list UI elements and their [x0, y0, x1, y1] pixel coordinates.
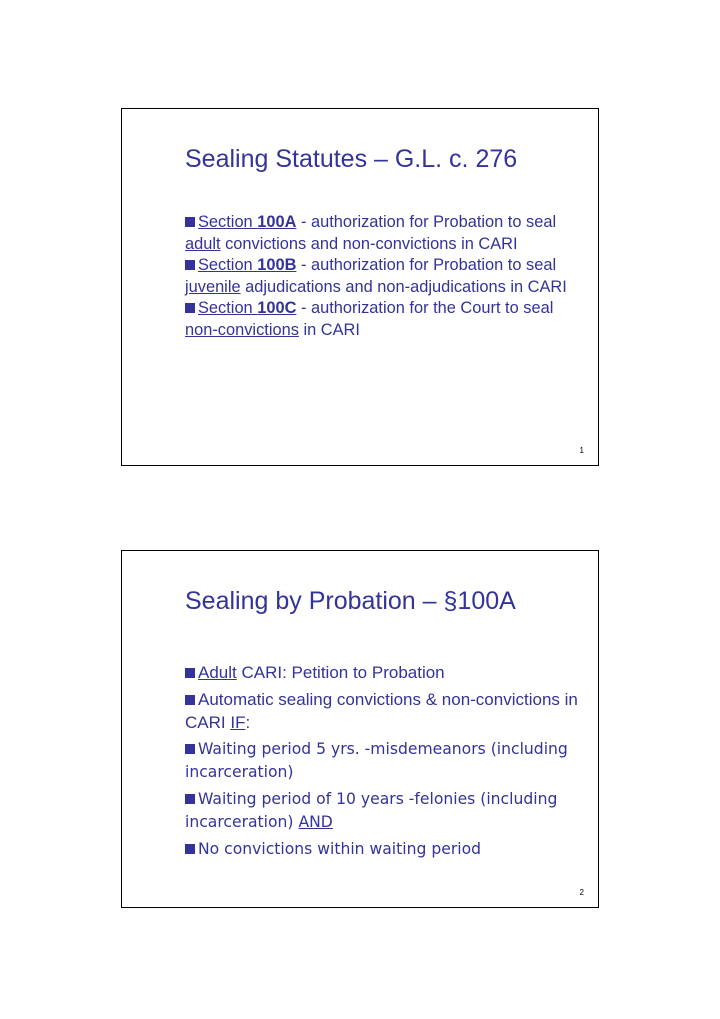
list-item: [185, 838, 590, 861]
section-ref: [198, 256, 296, 274]
square-bullet-icon: [185, 303, 195, 313]
list-item: [185, 212, 590, 255]
slide-title: Sealing Statutes – G.L. c. 276: [185, 145, 518, 173]
section-ref: [198, 213, 296, 231]
bullet-list: [185, 661, 590, 865]
square-bullet-icon: [185, 794, 195, 804]
square-bullet-icon: [185, 844, 195, 854]
emphasis-word: IF: [230, 713, 246, 732]
emphasis-word: AND: [298, 813, 333, 831]
section-code: 100C: [257, 299, 297, 317]
bullet-text: Automatic sealing convictions & non-convictions in CARI: [185, 690, 578, 732]
square-bullet-icon: [185, 744, 195, 754]
bullet-text: Waiting period of 10 years -felonies (including incarceration): [185, 790, 558, 831]
square-bullet-icon: [185, 217, 195, 227]
list-item: [185, 688, 590, 734]
section-ref: [198, 299, 296, 317]
bullet-text: No convictions within waiting period: [198, 840, 482, 858]
square-bullet-icon: [185, 695, 195, 705]
page-number: 2: [579, 888, 584, 897]
section-prefix: Section: [198, 299, 258, 317]
bullet-text: - authorization for Probation to seal: [296, 256, 557, 274]
list-item: [185, 661, 590, 684]
bullet-text: Waiting period 5 yrs. -misdemeanors (including incarceration): [185, 740, 568, 781]
section-prefix: Section: [198, 213, 258, 231]
list-item: [185, 255, 590, 298]
bullet-text: - authorization for Probation to seal: [296, 213, 557, 231]
list-item: [185, 298, 590, 341]
slide-1: [121, 108, 599, 466]
emphasis-word: juvenile: [185, 277, 241, 296]
bullet-text: convictions and non-convictions in CARI: [220, 234, 518, 253]
section-prefix: Section: [198, 256, 258, 274]
bullet-text: in CARI: [298, 320, 360, 339]
bullet-text: :: [245, 713, 251, 732]
bullet-text: adjudications and non-adjudications in CARI: [240, 277, 567, 296]
square-bullet-icon: [185, 668, 195, 678]
list-item: [185, 788, 590, 834]
section-code: 100B: [257, 256, 297, 274]
list-item: [185, 738, 590, 784]
page-number: 1: [579, 446, 584, 455]
bullet-text: CARI: Petition to Probation: [236, 663, 445, 682]
bullet-text: - authorization for the Court to seal: [296, 299, 554, 317]
emphasis-word: adult: [185, 234, 221, 253]
slide-2: [121, 550, 599, 908]
emphasis-word: Adult: [198, 663, 237, 682]
slide-title: Sealing by Probation – §100A: [185, 587, 516, 615]
bullet-list: [185, 212, 590, 341]
section-code: 100A: [257, 213, 297, 231]
square-bullet-icon: [185, 260, 195, 270]
emphasis-word: non-convictions: [185, 320, 299, 339]
